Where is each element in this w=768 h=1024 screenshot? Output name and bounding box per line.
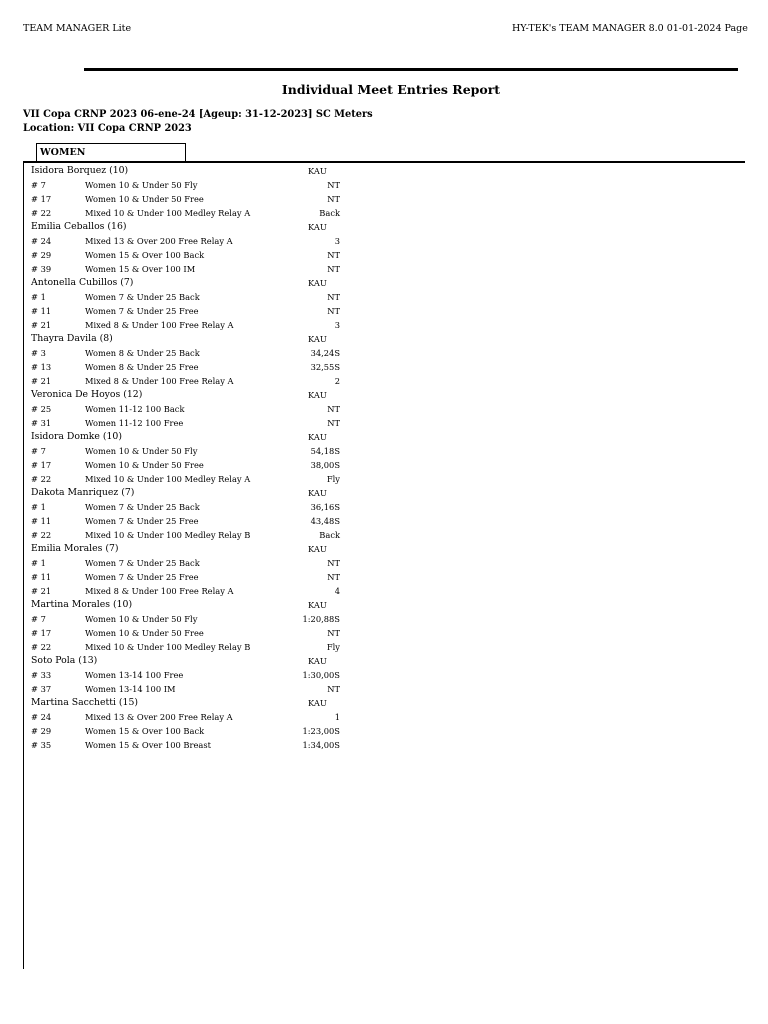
event-name: Women 10 & Under 50 Free bbox=[85, 460, 204, 470]
event-name: Women 15 & Over 100 Breast bbox=[85, 740, 211, 750]
swimmer-name: Soto Pola (13) bbox=[31, 655, 98, 666]
entry-row bbox=[0, 514, 768, 528]
seed-time: NT bbox=[327, 404, 340, 414]
swimmer-name: Veronica De Hoyos (12) bbox=[31, 389, 143, 400]
event-number: # 22 bbox=[31, 642, 52, 652]
seed-time: 2 bbox=[334, 376, 340, 386]
section-header bbox=[36, 143, 186, 162]
seed-time: 1:23,00S bbox=[302, 726, 340, 736]
entry-row bbox=[0, 346, 768, 360]
event-name: Women 10 & Under 50 Fly bbox=[85, 446, 198, 456]
swimmer-name: Thayra Davila (8) bbox=[31, 333, 113, 344]
seed-time: 54,18S bbox=[310, 446, 340, 456]
team-code: KAU bbox=[308, 698, 327, 708]
event-name: Mixed 10 & Under 100 Medley Relay A bbox=[85, 474, 251, 484]
event-name: Mixed 10 & Under 100 Medley Relay B bbox=[85, 642, 251, 652]
event-number: # 37 bbox=[31, 684, 52, 694]
swimmer-name: Martina Sacchetti (15) bbox=[31, 697, 139, 708]
entry-row bbox=[0, 640, 768, 654]
event-name: Mixed 8 & Under 100 Free Relay A bbox=[85, 320, 234, 330]
event-number: # 7 bbox=[31, 180, 46, 190]
event-name: Women 15 & Over 100 IM bbox=[85, 264, 196, 274]
app-name: TEAM MANAGER Lite bbox=[23, 23, 132, 34]
seed-time: Back bbox=[319, 530, 340, 540]
event-number: # 22 bbox=[31, 474, 52, 484]
entry-row bbox=[0, 360, 768, 374]
event-number: # 35 bbox=[31, 740, 52, 750]
event-number: # 29 bbox=[31, 250, 52, 260]
seed-time: 43,48S bbox=[310, 516, 340, 526]
event-name: Women 7 & Under 25 Back bbox=[85, 292, 200, 302]
event-number: # 17 bbox=[31, 460, 52, 470]
event-number: # 1 bbox=[31, 502, 46, 512]
seed-time: NT bbox=[327, 684, 340, 694]
swimmer-row bbox=[0, 332, 768, 346]
event-name: Mixed 13 & Over 200 Free Relay A bbox=[85, 712, 233, 722]
seed-time: 38,00S bbox=[310, 460, 340, 470]
event-number: # 25 bbox=[31, 404, 52, 414]
seed-time: 3 bbox=[334, 236, 340, 246]
title-rule bbox=[84, 68, 738, 71]
entry-row bbox=[0, 178, 768, 192]
event-name: Women 13-14 100 Free bbox=[85, 670, 184, 680]
seed-time: 4 bbox=[334, 586, 340, 596]
entry-row bbox=[0, 738, 768, 752]
swimmer-name: Isidora Borquez (10) bbox=[31, 165, 129, 176]
event-number: # 1 bbox=[31, 292, 46, 302]
event-name: Women 11-12 100 Back bbox=[85, 404, 185, 414]
entry-row bbox=[0, 206, 768, 220]
event-name: Women 10 & Under 50 Fly bbox=[85, 180, 198, 190]
swimmer-name: Dakota Manriquez (7) bbox=[31, 487, 135, 498]
event-number: # 11 bbox=[31, 516, 52, 526]
swimmer-row bbox=[0, 276, 768, 290]
event-name: Women 10 & Under 50 Free bbox=[85, 194, 204, 204]
entry-row bbox=[0, 192, 768, 206]
entry-row bbox=[0, 472, 768, 486]
team-code: KAU bbox=[308, 222, 327, 232]
entry-row bbox=[0, 710, 768, 724]
swimmer-row bbox=[0, 486, 768, 500]
event-number: # 33 bbox=[31, 670, 52, 680]
event-name: Women 10 & Under 50 Free bbox=[85, 628, 204, 638]
entry-row bbox=[0, 556, 768, 570]
entry-row bbox=[0, 318, 768, 332]
seed-time: Fly bbox=[326, 642, 340, 652]
event-name: Women 15 & Over 100 Back bbox=[85, 250, 205, 260]
swimmer-name: Emilia Ceballos (16) bbox=[31, 221, 127, 232]
event-name: Mixed 10 & Under 100 Medley Relay B bbox=[85, 530, 251, 540]
event-name: Mixed 8 & Under 100 Free Relay A bbox=[85, 376, 234, 386]
event-name: Women 8 & Under 25 Back bbox=[85, 348, 200, 358]
event-number: # 24 bbox=[31, 236, 52, 246]
team-code: KAU bbox=[308, 334, 327, 344]
team-code: KAU bbox=[308, 432, 327, 442]
swimmer-name: Emilia Morales (7) bbox=[31, 543, 119, 554]
seed-time: NT bbox=[327, 558, 340, 568]
swimmer-row bbox=[0, 654, 768, 668]
event-number: # 39 bbox=[31, 264, 52, 274]
entry-row bbox=[0, 626, 768, 640]
event-number: # 17 bbox=[31, 628, 52, 638]
team-code: KAU bbox=[308, 656, 327, 666]
event-number: # 3 bbox=[31, 348, 46, 358]
swimmer-row bbox=[0, 220, 768, 234]
entry-row bbox=[0, 290, 768, 304]
seed-time: NT bbox=[327, 180, 340, 190]
swimmer-name: Martina Morales (10) bbox=[31, 599, 133, 610]
section-divider bbox=[23, 161, 745, 163]
entry-row bbox=[0, 304, 768, 318]
event-number: # 1 bbox=[31, 558, 46, 568]
seed-time: NT bbox=[327, 628, 340, 638]
entries-list bbox=[0, 164, 768, 752]
entry-row bbox=[0, 444, 768, 458]
entry-row bbox=[0, 570, 768, 584]
event-name: Women 7 & Under 25 Free bbox=[85, 306, 199, 316]
team-code: KAU bbox=[308, 278, 327, 288]
seed-time: 34,24S bbox=[310, 348, 340, 358]
event-number: # 17 bbox=[31, 194, 52, 204]
entry-row bbox=[0, 458, 768, 472]
entry-row bbox=[0, 612, 768, 626]
swimmer-row bbox=[0, 598, 768, 612]
event-number: # 11 bbox=[31, 572, 52, 582]
seed-time: 1:34,00S bbox=[302, 740, 340, 750]
event-number: # 7 bbox=[31, 614, 46, 624]
team-code: KAU bbox=[308, 166, 327, 176]
event-name: Women 7 & Under 25 Free bbox=[85, 516, 199, 526]
event-number: # 21 bbox=[31, 586, 52, 596]
seed-time: 1 bbox=[334, 712, 340, 722]
swimmer-name: Isidora Domke (10) bbox=[31, 431, 122, 442]
entry-row bbox=[0, 402, 768, 416]
event-number: # 22 bbox=[31, 208, 52, 218]
seed-time: 1:30,00S bbox=[302, 670, 340, 680]
entry-row bbox=[0, 374, 768, 388]
report-header-info: HY-TEK's TEAM MANAGER 8.0 01-01-2024 Page bbox=[512, 23, 748, 34]
event-number: # 31 bbox=[31, 418, 52, 428]
event-number: # 29 bbox=[31, 726, 52, 736]
entry-row bbox=[0, 668, 768, 682]
entry-row bbox=[0, 416, 768, 430]
seed-time: Back bbox=[319, 208, 340, 218]
event-name: Women 11-12 100 Free bbox=[85, 418, 184, 428]
meet-info: VII Copa CRNP 2023 06-ene-24 [Ageup: 31-12-2023] SC Meters bbox=[23, 109, 373, 120]
swimmer-row bbox=[0, 542, 768, 556]
entry-row bbox=[0, 262, 768, 276]
event-name: Mixed 13 & Over 200 Free Relay A bbox=[85, 236, 233, 246]
event-number: # 24 bbox=[31, 712, 52, 722]
event-name: Women 10 & Under 50 Fly bbox=[85, 614, 198, 624]
event-name: Women 7 & Under 25 Back bbox=[85, 502, 200, 512]
event-number: # 21 bbox=[31, 320, 52, 330]
seed-time: NT bbox=[327, 194, 340, 204]
meet-location: Location: VII Copa CRNP 2023 bbox=[23, 123, 192, 134]
event-name: Women 7 & Under 25 Free bbox=[85, 572, 199, 582]
event-name: Women 15 & Over 100 Back bbox=[85, 726, 205, 736]
entry-row bbox=[0, 584, 768, 598]
seed-time: 32,55S bbox=[310, 362, 340, 372]
seed-time: Fly bbox=[326, 474, 340, 484]
seed-time: NT bbox=[327, 264, 340, 274]
event-number: # 21 bbox=[31, 376, 52, 386]
event-number: # 13 bbox=[31, 362, 52, 372]
team-code: KAU bbox=[308, 390, 327, 400]
event-number: # 7 bbox=[31, 446, 46, 456]
event-name: Women 13-14 100 IM bbox=[85, 684, 176, 694]
seed-time: NT bbox=[327, 306, 340, 316]
seed-time: 1:20,88S bbox=[302, 614, 340, 624]
swimmer-row bbox=[0, 696, 768, 710]
team-code: KAU bbox=[308, 488, 327, 498]
entry-row bbox=[0, 724, 768, 738]
seed-time: NT bbox=[327, 250, 340, 260]
swimmer-row bbox=[0, 388, 768, 402]
entry-row bbox=[0, 528, 768, 542]
entry-row bbox=[0, 248, 768, 262]
entry-row bbox=[0, 234, 768, 248]
seed-time: NT bbox=[327, 418, 340, 428]
event-name: Women 7 & Under 25 Back bbox=[85, 558, 200, 568]
seed-time: NT bbox=[327, 292, 340, 302]
seed-time: 3 bbox=[334, 320, 340, 330]
swimmer-row bbox=[0, 430, 768, 444]
event-number: # 11 bbox=[31, 306, 52, 316]
team-code: KAU bbox=[308, 600, 327, 610]
team-code: KAU bbox=[308, 544, 327, 554]
report-title: Individual Meet Entries Report bbox=[281, 82, 501, 97]
entry-row bbox=[0, 500, 768, 514]
seed-time: 36,16S bbox=[310, 502, 340, 512]
event-number: # 22 bbox=[31, 530, 52, 540]
swimmer-row bbox=[0, 164, 768, 178]
section-label: WOMEN bbox=[40, 147, 86, 158]
event-name: Women 8 & Under 25 Free bbox=[85, 362, 199, 372]
seed-time: NT bbox=[327, 572, 340, 582]
event-name: Mixed 10 & Under 100 Medley Relay A bbox=[85, 208, 251, 218]
swimmer-name: Antonella Cubillos (7) bbox=[31, 277, 134, 288]
entry-row bbox=[0, 682, 768, 696]
event-name: Mixed 8 & Under 100 Free Relay A bbox=[85, 586, 234, 596]
